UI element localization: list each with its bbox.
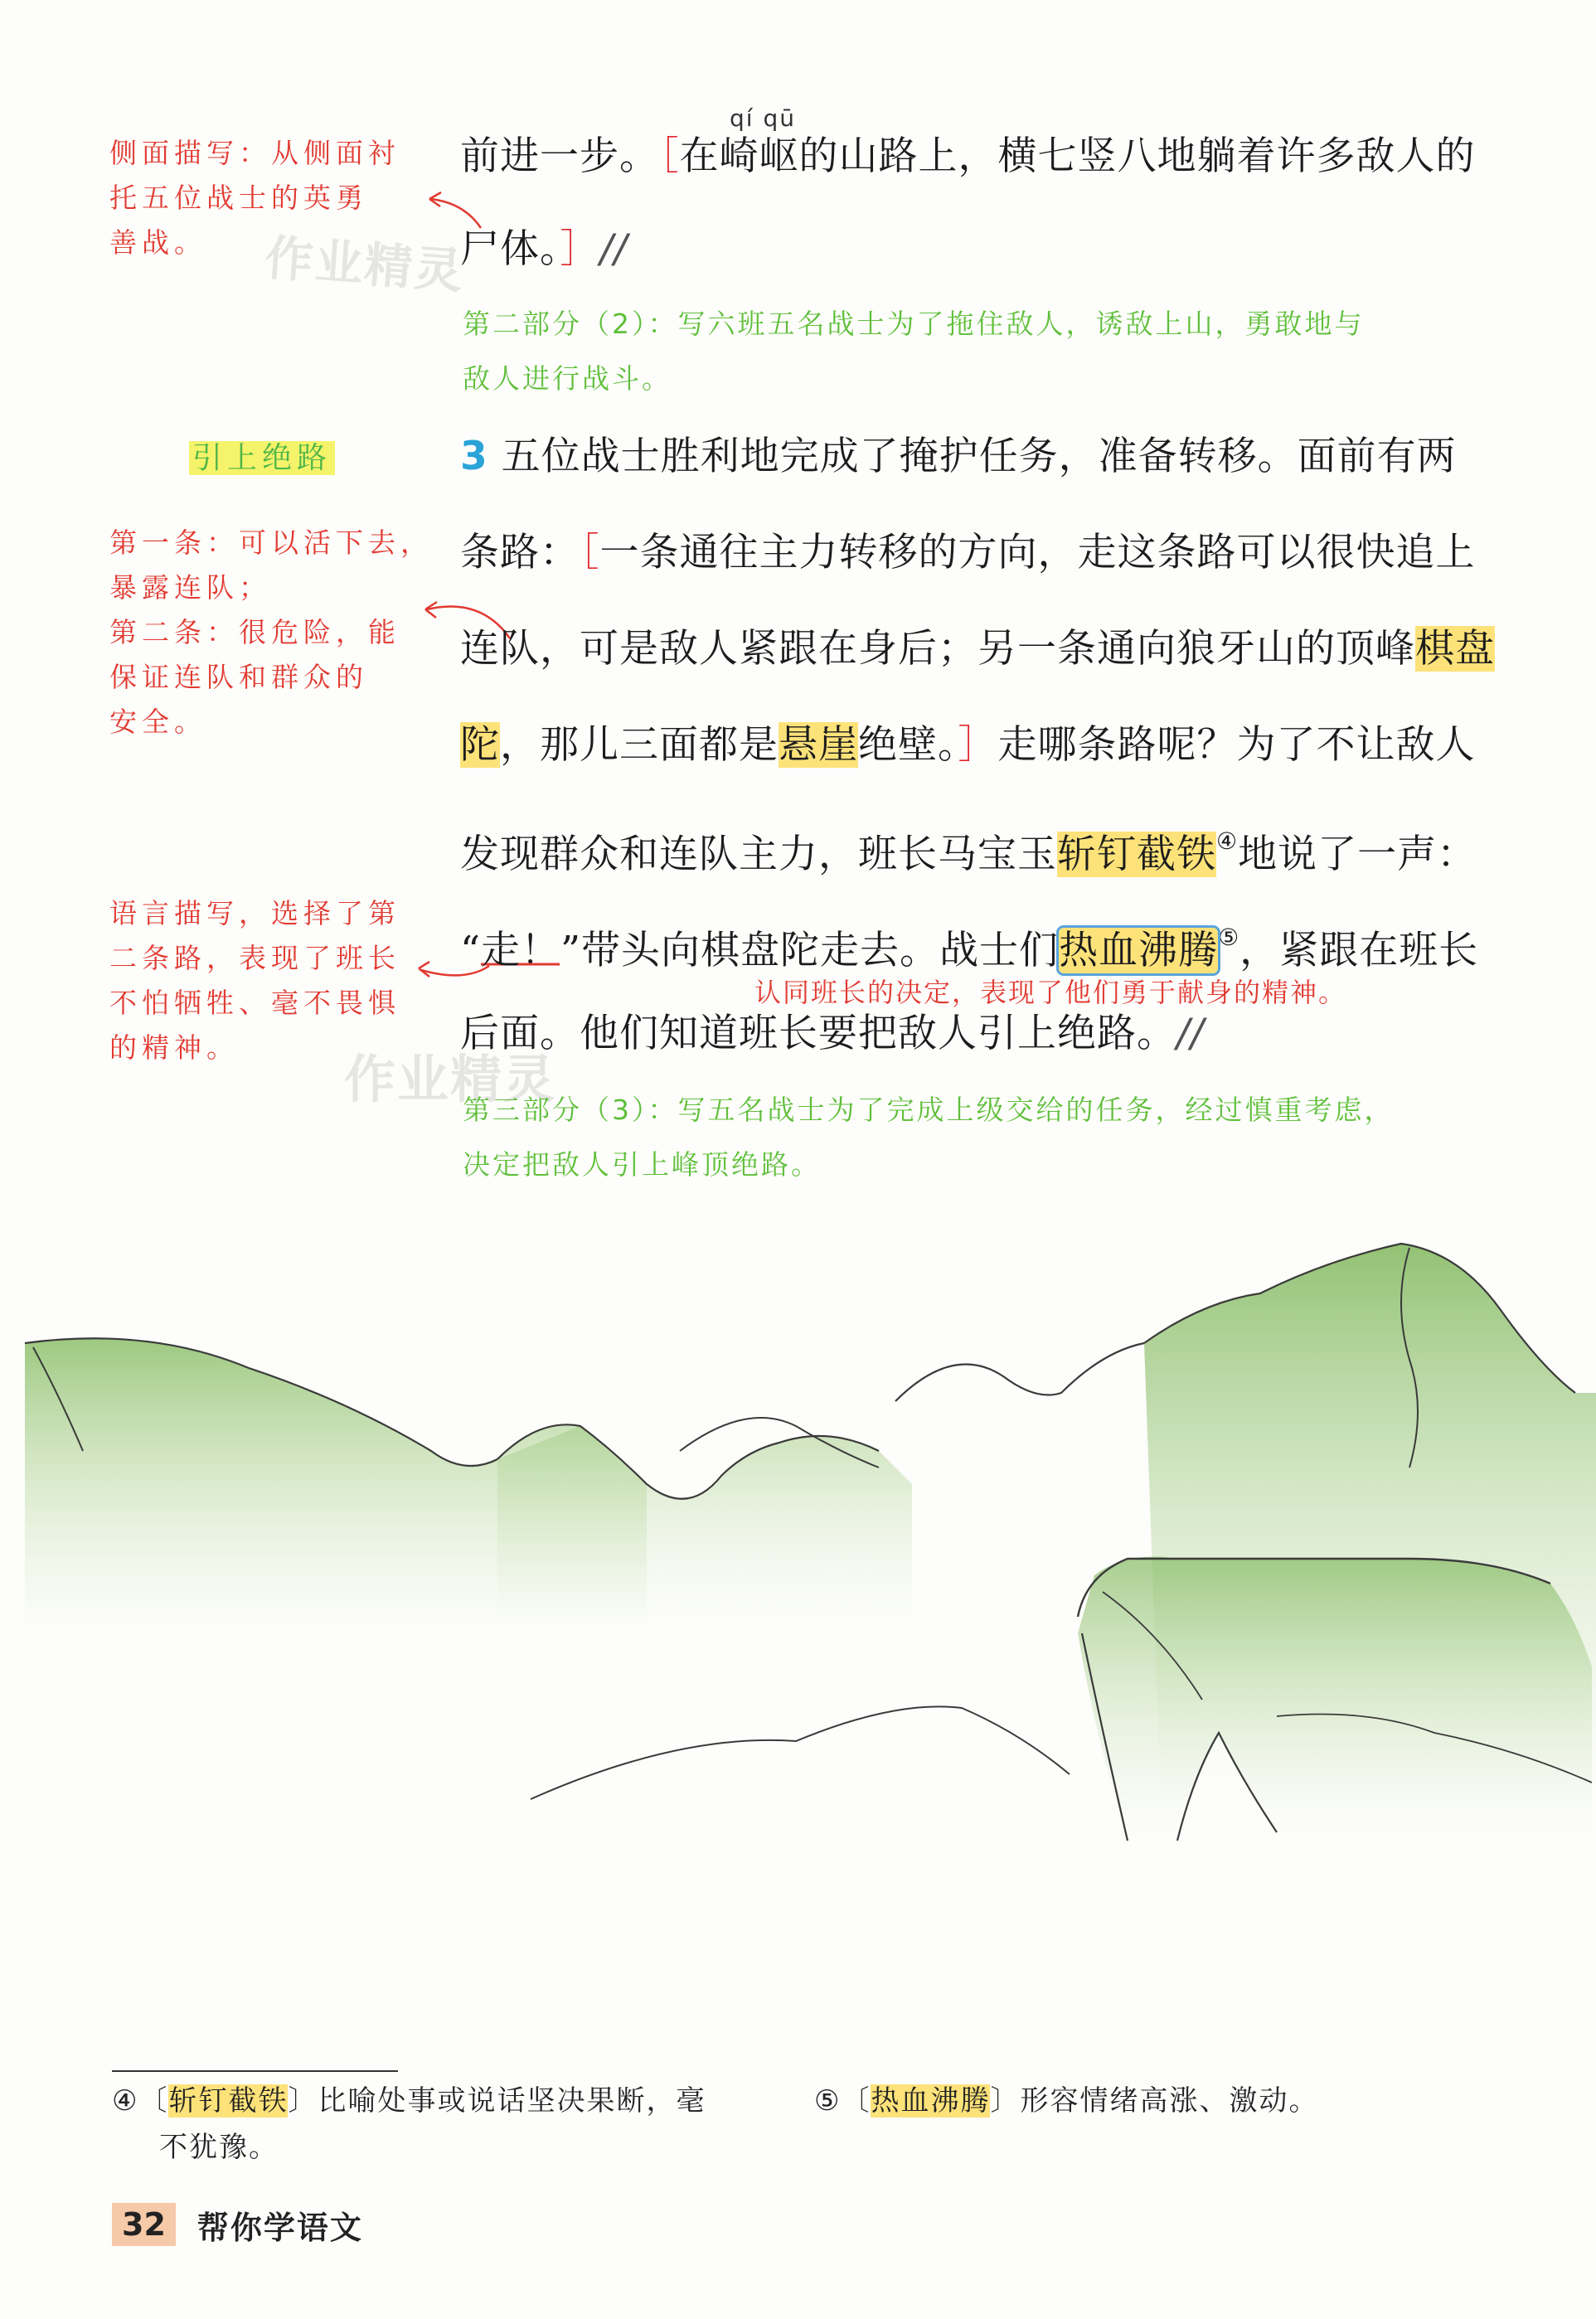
highlighted-word: 斩钉截铁 <box>1057 832 1216 877</box>
text-line <box>460 817 1477 879</box>
side-note-description <box>109 131 400 265</box>
text-segment: 发现群众和连队主力，班长马宝玉 <box>460 832 1057 877</box>
highlighted-word: 棋盘 <box>1415 626 1495 672</box>
text-segment: ，紧跟在班长 <box>1239 928 1479 973</box>
note-line: 保证连队和群众的 <box>109 661 368 693</box>
note-line: 托五位战士的英勇 <box>109 182 368 214</box>
note-line: 第二条：很危险，能 <box>109 616 400 648</box>
watermark: 作业精灵 <box>344 1049 557 1109</box>
note-line: 第二部分（2）：写六班五名战士为了拖住敌人，诱敌上山，勇敢地与 <box>463 308 1365 340</box>
part-summary-3 <box>463 1083 1395 1192</box>
text-line <box>460 529 1476 577</box>
inline-note: 认同班长的决定，表现了他们勇于献身的精神。 <box>754 977 1347 1008</box>
bracket: 〔 <box>138 2084 169 2118</box>
note-line: 善战。 <box>109 226 206 259</box>
text-segment: 条路： <box>460 530 580 575</box>
highlighted-word: 悬崖 <box>779 722 858 768</box>
note-line: 敌人进行战斗。 <box>463 362 672 395</box>
footnote-rule <box>112 2070 398 2072</box>
text-segment: 一条通往主力转移的方向，走这条路可以很快追上 <box>599 530 1476 575</box>
footnote-ref[interactable]: ⑤ <box>1218 924 1240 951</box>
note-line: 暴露连队； <box>109 571 271 604</box>
text-segment: 后面。他们知道班长要把敌人引上绝路。 <box>460 1011 1176 1056</box>
book-title: 帮你学语文 <box>196 2209 363 2246</box>
note-line: 二条路，表现了班长 <box>109 942 400 974</box>
note-line: 第一条：可以活下去， <box>109 526 433 559</box>
text-segment: 绝壁。 <box>858 722 958 768</box>
text-segment: 地说了一声： <box>1238 832 1477 877</box>
footnote-4-continued: 不犹豫。 <box>159 2131 279 2164</box>
text-line <box>460 226 628 274</box>
text-segment: 尸体。 <box>460 226 560 272</box>
text-segment: 前进一步。 <box>460 133 659 179</box>
footnote-mark: ⑤ <box>814 2084 842 2118</box>
footnote-definition: 形容情绪高涨、激动。 <box>1020 2084 1319 2118</box>
section-tag <box>189 434 335 477</box>
boxed-highlighted-word: 热血沸腾 <box>1059 928 1219 973</box>
highlighted-word: 陀 <box>460 722 500 768</box>
red-bracket: ］ <box>958 722 998 768</box>
paragraph-number: 3 <box>460 434 488 479</box>
text-line <box>460 133 1476 181</box>
mountain-illustration <box>0 1202 1596 1990</box>
text-line <box>460 625 1495 673</box>
pinyin-annotation: qí qū <box>730 104 796 132</box>
red-bracket: ［ <box>659 133 680 179</box>
note-line: 安全。 <box>109 706 206 738</box>
watermark: 作业精灵 <box>263 229 466 300</box>
side-note-roads <box>109 521 433 745</box>
bracket: 〔 <box>841 2084 871 2118</box>
text-segment: 走哪条路呢？为了不让敌人 <box>997 722 1476 768</box>
section-divider: // <box>1176 1011 1205 1056</box>
text-segment: 连队，可是敌人紧跟在身后；另一条通向狼牙山的顶峰 <box>460 626 1415 672</box>
text-segment: 五位战士胜利地完成了掩护任务，准备转移。面前有两 <box>501 434 1457 479</box>
note-line: 语言描写，选择了第 <box>109 897 400 929</box>
text-line <box>460 721 1476 769</box>
part-summary-2 <box>463 297 1365 406</box>
text-segment: ，那儿三面都是 <box>500 722 779 768</box>
text-line <box>460 914 1478 975</box>
section-divider: // <box>599 226 628 272</box>
note-line: 不怕牺牲、毫不畏惧 <box>109 987 400 1019</box>
page-number: 32 <box>112 2203 176 2246</box>
bracket: 〕 <box>288 2084 318 2118</box>
text-segment: 在崎岖的山路上，横七竖八地躺着许多敌人的 <box>679 133 1476 179</box>
text-line <box>460 433 1457 481</box>
footnote-ref[interactable]: ④ <box>1216 827 1239 855</box>
footnote-4 <box>112 2078 706 2124</box>
footnote-5 <box>814 2078 1318 2124</box>
section-tag-label: 引上绝路 <box>189 441 335 475</box>
text-segment: “ <box>460 928 482 973</box>
bracket: 〕 <box>990 2084 1021 2118</box>
note-line: 侧面描写：从侧面衬 <box>109 137 400 169</box>
text-segment: ”带头向棋盘陀走去。战士们 <box>560 928 1060 973</box>
red-bracket: ［ <box>580 530 600 575</box>
note-line: 的精神。 <box>109 1031 239 1064</box>
footnote-term: 热血沸腾 <box>871 2084 991 2118</box>
footnote-definition: 比喻处事或说话坚决果断，毫 <box>318 2084 706 2118</box>
quoted-word: 走！ <box>481 928 561 973</box>
side-note-speech <box>109 891 400 1070</box>
footnote-term: 斩钉截铁 <box>168 2084 289 2118</box>
text-line <box>460 1010 1205 1058</box>
page-footer <box>112 2201 363 2248</box>
footnote-mark: ④ <box>112 2084 139 2118</box>
red-bracket: ］ <box>560 226 600 272</box>
note-line: 决定把敌人引上峰顶绝路。 <box>463 1148 821 1181</box>
note-line: 第三部分（3）：写五名战士为了完成上级交给的任务，经过慎重考虑， <box>463 1094 1395 1126</box>
